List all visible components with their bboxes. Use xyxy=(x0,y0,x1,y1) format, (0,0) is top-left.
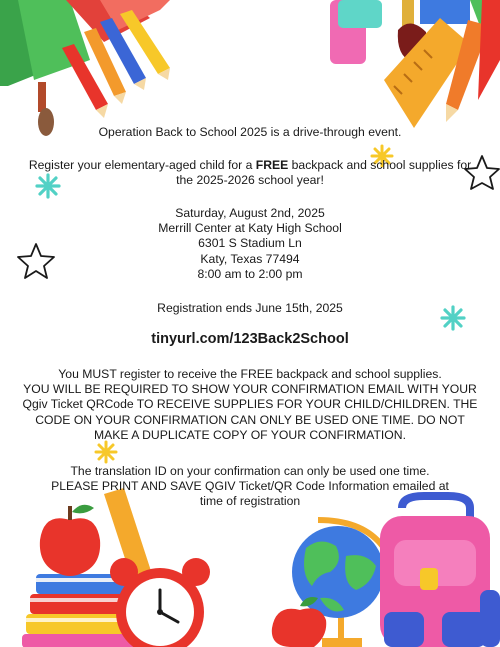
backpack-icon xyxy=(380,496,500,647)
event-city: Katy, Texas 77494 xyxy=(200,251,300,266)
register-section xyxy=(0,158,500,188)
registration-link[interactable]: tinyurl.com/123Back2School xyxy=(151,331,349,347)
url-section xyxy=(0,332,500,347)
register-line-1 xyxy=(0,158,500,173)
translation-section xyxy=(0,464,500,510)
alarm-clock-icon xyxy=(110,558,210,647)
registration-deadline: Registration ends June 15th, 2025 xyxy=(157,301,343,315)
event-time: 8:00 am to 2:00 pm xyxy=(197,266,303,281)
intro-text: Operation Back to School 2025 is a drive-through event. xyxy=(98,125,402,139)
notice-section xyxy=(0,367,500,443)
event-venue: Merrill Center at Katy High School xyxy=(158,221,342,236)
notice-line-1: You MUST register to receive the FREE backpack and school supplies. xyxy=(58,367,442,381)
register-line-1-pre: Register your elementary-aged child for a xyxy=(28,158,256,172)
event-street: 6301 S Stadium Ln xyxy=(198,236,302,251)
deadline-section xyxy=(0,301,500,316)
event-details xyxy=(0,206,500,282)
notice-line-2: YOU WILL BE REQUIRED TO SHOW YOUR CONFIRMATION EMAIL WITH YOUR Qgiv Ticket QRCode TO RECEIVE SUPPLIES FOR YOUR CHILD/CHILDREN. THE CODE ON YOUR CONFIRMATION CAN ONLY BE USED ONE TIME. DO NOT MAKE A DUPLICATE COPY OF YOUR CONFIRMATION. xyxy=(22,382,478,442)
apple-icon xyxy=(40,505,100,576)
free-emphasis: FREE xyxy=(255,158,289,172)
print-line: PLEASE PRINT AND SAVE QGIV Ticket/QR Code Information emailed at time of registration xyxy=(51,479,449,509)
register-line-1-post: backpack and school supplies for xyxy=(288,158,472,172)
register-line-2: the 2025-2026 school year! xyxy=(176,173,324,188)
translation-line: The translation ID on your confirmation can only be used one time. xyxy=(70,464,430,478)
sparkle-icon xyxy=(96,442,116,462)
event-date: Saturday, August 2nd, 2025 xyxy=(175,206,325,220)
intro-section xyxy=(0,125,500,140)
